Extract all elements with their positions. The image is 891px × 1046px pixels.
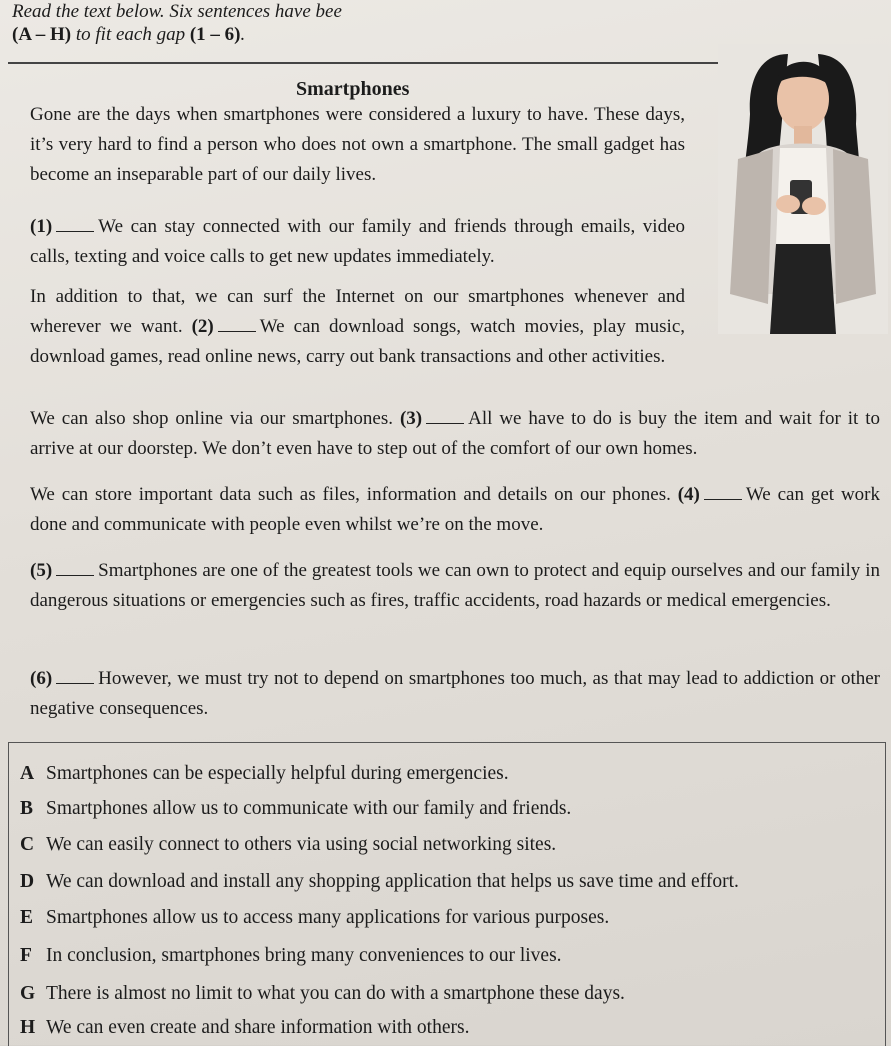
paragraph-6-text: Smartphones are one of the greatest tools we can own to protect and equip ourselves and our family in dangerous situations or emergencies such as fires, traffic accidents, road hazards or medical emergencies. bbox=[30, 560, 880, 611]
paragraph-5-part-a: We can store important data such as files, information and details on our phones. bbox=[30, 484, 671, 505]
paragraph-3-part-a: In addition to that, we can surf the Internet on our smartphones whenever and wherever we want. bbox=[30, 286, 685, 337]
instructions bbox=[12, 0, 882, 46]
option-text: We can easily connect to others via using social networking sites. bbox=[46, 834, 557, 855]
option-c[interactable] bbox=[20, 833, 556, 857]
woman-with-smartphone-icon bbox=[718, 44, 888, 334]
paragraph-7 bbox=[30, 664, 880, 724]
option-b[interactable] bbox=[20, 797, 571, 821]
gap-number-5: (5) bbox=[30, 560, 53, 581]
paragraph-5-part-b: We can get work done and communicate with people even whilst we’re on the move. bbox=[30, 484, 880, 535]
option-text: Smartphones allow us to access many applications for various purposes. bbox=[46, 907, 610, 928]
option-g[interactable] bbox=[20, 982, 625, 1006]
option-f[interactable] bbox=[20, 944, 562, 968]
option-letter: E bbox=[20, 907, 34, 928]
paragraph-7-text: However, we must try not to depend on smartphones too much, as that may lead to addiction or other negative consequences. bbox=[30, 668, 880, 719]
option-text: We can even create and share information with others. bbox=[46, 1017, 470, 1038]
option-text: Smartphones can be especially helpful during emergencies. bbox=[46, 763, 509, 784]
option-letter: B bbox=[20, 798, 34, 819]
gap-number-2: (2) bbox=[191, 316, 214, 337]
gap-blank-3[interactable] bbox=[426, 409, 464, 424]
option-letter: F bbox=[20, 945, 32, 966]
option-text: In conclusion, smartphones bring many conveniences to our lives. bbox=[46, 945, 562, 966]
option-text: Smartphones allow us to communicate with our family and friends. bbox=[46, 798, 572, 819]
option-d[interactable] bbox=[20, 870, 739, 894]
gap-blank-6[interactable] bbox=[56, 669, 94, 684]
article-title: Smartphones bbox=[296, 78, 410, 100]
paragraph-5 bbox=[30, 480, 880, 540]
option-a[interactable] bbox=[20, 762, 509, 786]
paragraph-4-part-a: We can also shop online via our smartphones. bbox=[30, 408, 394, 429]
gap-number-4: (4) bbox=[677, 484, 700, 505]
gap-number-6: (6) bbox=[30, 668, 53, 689]
option-letter: H bbox=[20, 1017, 36, 1038]
option-letter: G bbox=[20, 983, 36, 1004]
option-e[interactable] bbox=[20, 906, 609, 930]
gap-number-3: (3) bbox=[399, 408, 423, 429]
gap-number-1: (1) bbox=[30, 216, 53, 237]
paragraph-2 bbox=[30, 212, 685, 272]
paragraph-3-part-b: We can download songs, watch movies, play music, download games, read online news, carry out bank transactions and other activities. bbox=[30, 316, 686, 367]
instructions-line-2 bbox=[12, 23, 882, 46]
gap-blank-2[interactable] bbox=[218, 317, 256, 332]
instructions-line-1: Read the text below. Six sentences have bee bbox=[12, 1, 342, 22]
option-range: (A – H) bbox=[12, 24, 72, 45]
paragraph-3 bbox=[30, 282, 685, 372]
option-text: We can download and install any shopping application that helps us save time and effort. bbox=[46, 871, 739, 892]
option-letter: A bbox=[20, 763, 35, 784]
paragraph-4-part-b: All we have to do is buy the item and wait for it to arrive at our doorstep. We don’t even have to step out of the comfort of our own homes. bbox=[30, 408, 881, 459]
option-letter: C bbox=[20, 834, 35, 855]
gap-blank-1[interactable] bbox=[56, 217, 94, 232]
option-h[interactable] bbox=[20, 1016, 469, 1040]
instructions-end: . bbox=[240, 24, 246, 45]
gap-blank-4[interactable] bbox=[704, 485, 742, 500]
paragraph-4 bbox=[30, 404, 880, 464]
option-letter: D bbox=[20, 871, 35, 892]
option-text: There is almost no limit to what you can do with a smartphone these days. bbox=[46, 983, 625, 1004]
gap-blank-5[interactable] bbox=[56, 561, 94, 576]
gap-range: (1 – 6) bbox=[189, 24, 241, 45]
instructions-mid: to fit each gap bbox=[71, 24, 190, 45]
paragraph-2-text: We can stay connected with our family and friends through emails, video calls, texting and voice calls to get new updates immediately. bbox=[30, 216, 685, 267]
paragraph-6 bbox=[30, 556, 880, 616]
paragraph-1: Gone are the days when smartphones were considered a luxury to have. These days, it’s very hard to find a person who does not own a smartphone. The small gadget has become an inseparable part of our daily lives. bbox=[30, 104, 685, 185]
